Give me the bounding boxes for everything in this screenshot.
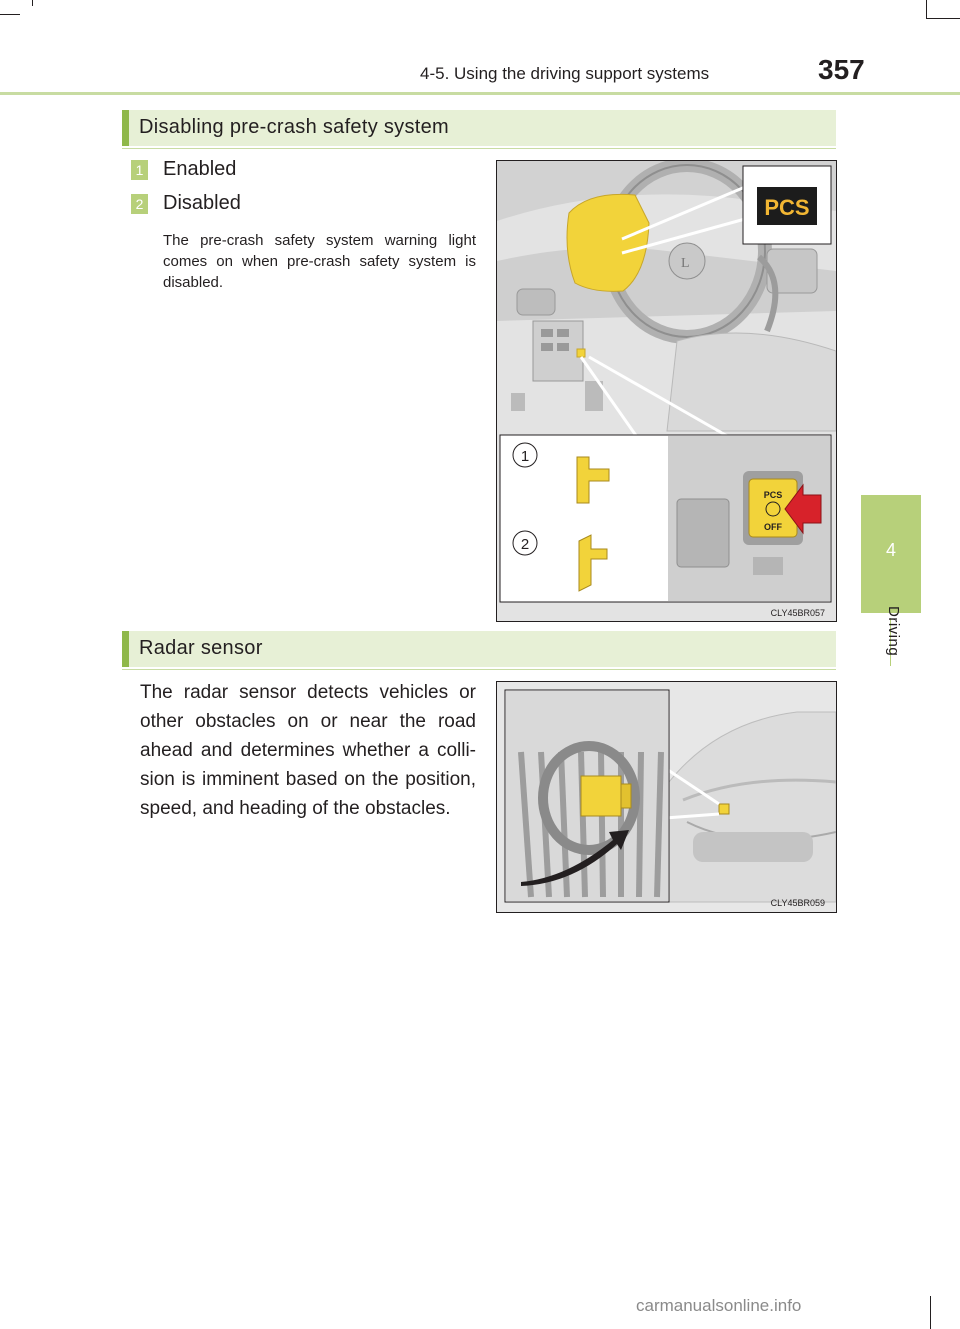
callout-1: 1 — [520, 448, 530, 465]
header-rule — [0, 92, 960, 95]
chapter-label: Driving — [885, 606, 902, 657]
pcs-off-switch-top: PCS — [763, 490, 783, 500]
header-section-title: 4-5. Using the driving support systems — [420, 64, 710, 83]
figure-code: CLY45BR059 — [770, 898, 825, 908]
item-disabled: Disabled — [163, 192, 241, 214]
page-number: 357 — [818, 54, 865, 85]
section-heading-text: Disabling pre-crash safety system — [139, 116, 450, 138]
section-underline — [122, 669, 836, 670]
item-badge: 2 — [131, 194, 148, 214]
crop-mark — [926, 18, 960, 19]
radar-description: The radar sensor detects vehicles or other obstacles on or near the road ahead and determines whether a colli-sion is imminent based on the position, speed, and heading of the obstacles. — [140, 682, 476, 819]
svg-text:L: L — [681, 256, 690, 271]
pcs-off-switch-bottom: OFF — [764, 522, 782, 532]
item-enabled: Enabled — [163, 158, 237, 180]
crop-mark — [32, 0, 33, 6]
section-heading-radar — [122, 631, 836, 667]
crop-mark — [930, 1296, 931, 1329]
figure-pcs-illustration — [497, 161, 836, 621]
pcs-warning-light: PCS — [764, 195, 810, 220]
heading-accent-bar — [122, 631, 129, 667]
section-underline — [122, 148, 836, 149]
crop-mark — [0, 14, 20, 15]
callout-2: 2 — [520, 536, 530, 553]
figure-pcs-switch — [496, 160, 837, 622]
chapter-number: 4 — [885, 540, 896, 560]
item-badge: 1 — [131, 160, 148, 180]
section-heading-text: Radar sensor — [139, 637, 263, 659]
heading-accent-bar — [122, 110, 129, 146]
crop-mark — [926, 0, 927, 18]
figure-radar-illustration — [497, 682, 836, 912]
figure-radar-sensor — [496, 681, 837, 913]
item-note: The pre-crash safety system warning light comes on when pre-crash safety system is disabled. — [163, 232, 476, 291]
watermark: carmanualsonline.info — [636, 1296, 802, 1315]
figure-code: CLY45BR057 — [770, 608, 825, 618]
section-heading-pcs — [122, 110, 836, 146]
